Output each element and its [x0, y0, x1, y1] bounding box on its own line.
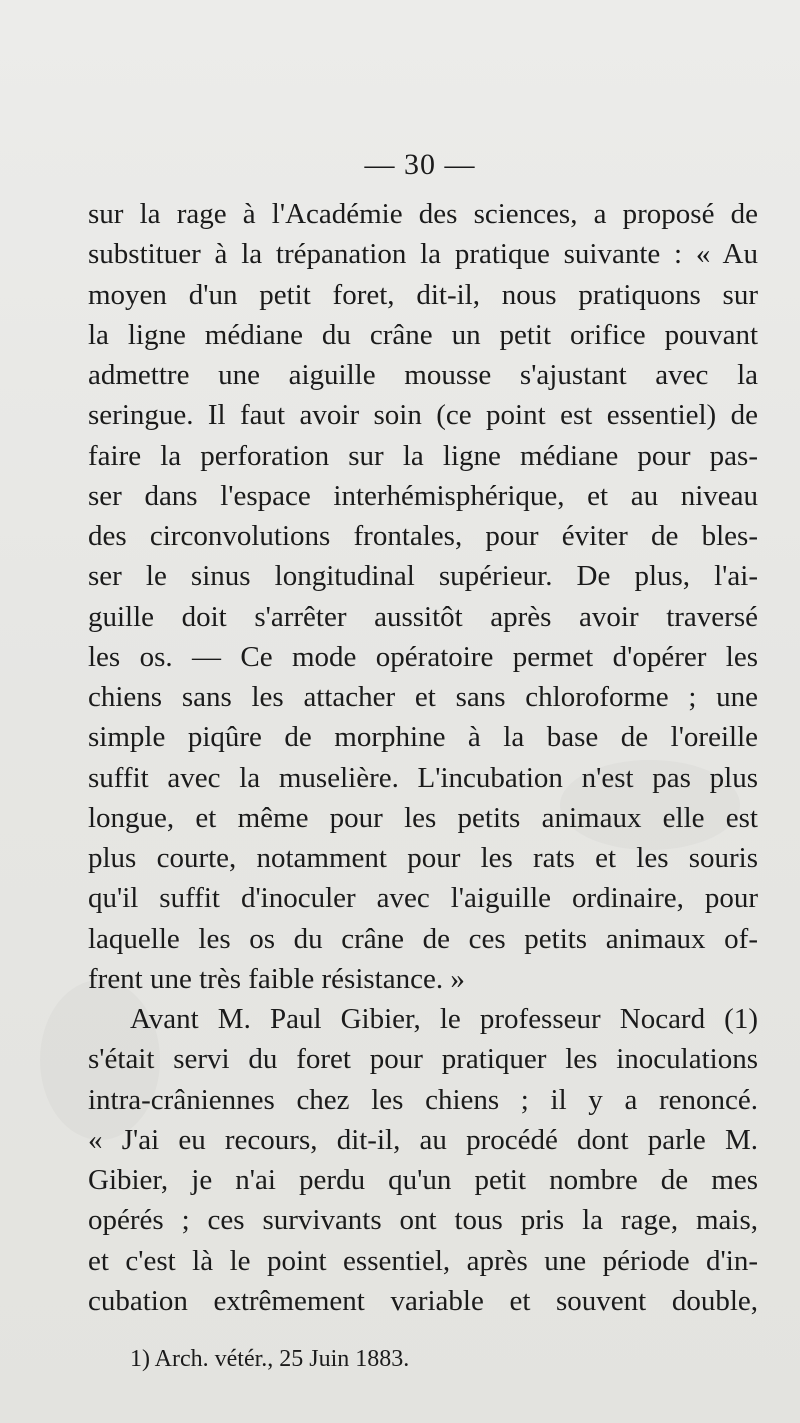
footnote: 1) Arch. vétér., 25 Juin 1883. [130, 1346, 410, 1372]
text-line: et c'est là le point essentiel, après une période d'in- [88, 1244, 758, 1277]
text-line: simple piqûre de morphine à la base de l'oreille [88, 721, 758, 754]
text-line: sur la rage à l'Académie des sciences, a proposé de [88, 198, 758, 230]
text-line: longue, et même pour les petits animaux elle est [88, 801, 758, 834]
text-line: suffit avec la muselière. L'incubation n'est pas plus [88, 761, 758, 794]
text-line: opérés ; ces survivants ont tous pris la rage, mais, [88, 1204, 758, 1237]
text-line: seringue. Il faut avoir soin (ce point est essentiel) de [88, 399, 758, 432]
text-line: les os. — Ce mode opératoire permet d'opérer les [88, 640, 758, 673]
text-line: « J'ai eu recours, dit-il, au procédé dont parle M. [88, 1123, 758, 1156]
text-line: ser le sinus longitudinal supérieur. De plus, l'ai- [88, 560, 758, 593]
text-line: admettre une aiguille mousse s'ajustant avec la [88, 359, 758, 391]
text-line: guille doit s'arrêter aussitôt après avoir traversé [88, 600, 758, 633]
text-line: plus courte, notamment pour les rats et les souris [88, 842, 758, 874]
body-text [88, 194, 758, 1321]
page-number: — 30 — [364, 148, 476, 181]
text-line: cubation extrêmement variable et souvent double, [88, 1284, 758, 1317]
text-line: faire la perforation sur la ligne médiane pour pas- [88, 439, 758, 472]
text-line: des circonvolutions frontales, pour éviter de bles- [88, 520, 758, 552]
text-line: chiens sans les attacher et sans chloroforme ; une [88, 681, 758, 713]
text-line: substituer à la trépanation la pratique suivante : « Au [88, 238, 758, 271]
text-line: laquelle les os du crâne de ces petits animaux of- [88, 922, 758, 955]
text-line: Gibier, je n'ai perdu qu'un petit nombre de mes [88, 1164, 758, 1196]
paragraph-start-line: Avant M. Paul Gibier, le professeur Nocard (1) [130, 1003, 758, 1035]
text-line: frent une très faible résistance. » [88, 962, 465, 995]
text-line: moyen d'un petit foret, dit-il, nous pratiquons sur [88, 278, 758, 311]
text-line: la ligne médiane du crâne un petit orifice pouvant [88, 318, 758, 351]
text-line: ser dans l'espace interhémisphérique, et au niveau [88, 479, 758, 512]
text-line: qu'il suffit d'inoculer avec l'aiguille ordinaire, pour [88, 882, 758, 915]
text-line: s'était servi du foret pour pratiquer les inoculations [88, 1043, 758, 1076]
text-line: intra-crâniennes chez les chiens ; il y a renoncé. [88, 1083, 758, 1116]
